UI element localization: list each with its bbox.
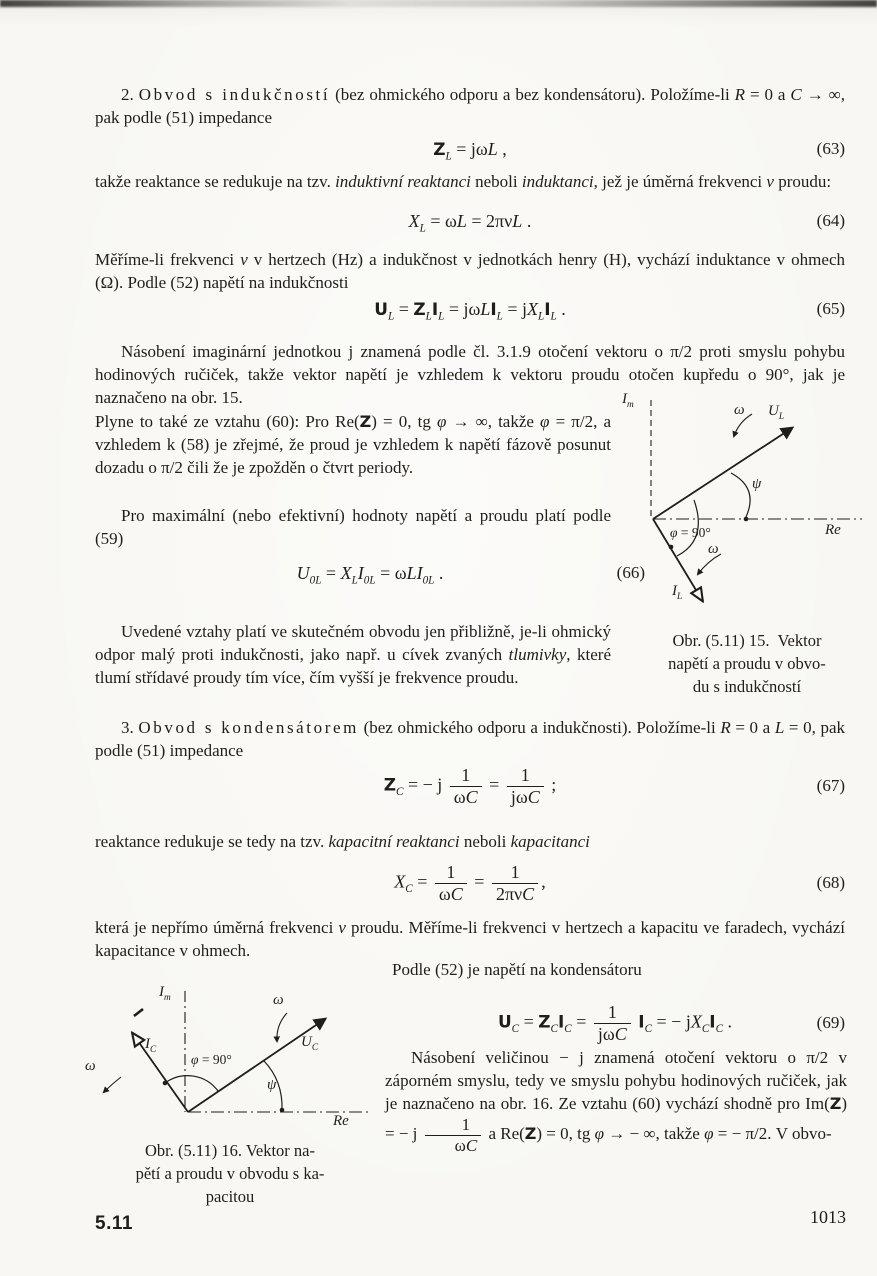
equation-68-number: (68) [816, 873, 845, 892]
paragraph-capacitive-reactance: reaktance redukuje se tedy na tzv. kapacitní reaktanci neboli kapacitanci [95, 832, 590, 851]
equation-69 [385, 992, 845, 1054]
equation-65-body: $U_L = Z_LI_L = j\omega LI_L = jX_LI_L$ . [374, 298, 566, 323]
caption-line: pacitou [205, 1187, 255, 1206]
phi-angle-label: φ = 90° [191, 1052, 232, 1067]
equation-67 [95, 755, 845, 817]
im-axis-label: $I_m$ [622, 391, 634, 410]
equation-65 [95, 294, 845, 324]
current-vector-ic [133, 1034, 188, 1112]
paragraph-units-henry: Měříme-li frekvenci ν v hertzech (Hz) a indukčnost v jednotkách henry (H), vychází induktance v ohmech (Ω). Podle (52) napětí na indukčnosti [95, 250, 845, 292]
omega-label-bottom: ω [708, 541, 719, 557]
equation-63-number: (63) [816, 139, 845, 158]
paragraph-imaginary-unit: Násobení imaginární jednotkou j znamená podle čl. 3.1.9 otočení vektoru o π/2 proti smyslu pohybu hodinových ručiček, takže vektor napětí je vzhledem k vektoru proudu otočen kupředu o 90°, jak je naznačeno na obr. 15. [95, 342, 845, 407]
paragraph-inductance-intro: 2. Obvod s indukčností (bez ohmického odporu a bez kondensátoru). Položíme-li R = 0 a C → ∞, pak podle (51) impedance [95, 85, 845, 127]
equation-67-number: (67) [816, 776, 845, 795]
paragraph-capacitor-intro: 3. Obvod s kondensátorem (bez ohmického odporu a indukčnosti). Položíme-li R = 0 a L = 0, pak podle (51) impedance [95, 718, 846, 760]
omega-rotation-arrow-left [104, 1077, 121, 1092]
figure-15-caption [620, 629, 874, 698]
marker-dot-il [669, 545, 674, 550]
equation-68-body: $X_C$ = $\frac{1}{\omega C}$ = $\frac{1}{\text{2πνC}}$ , [394, 861, 546, 904]
paragraph-real-circuit: Uvedené vztahy platí ve skutečném obvodu jen přibližně, je-li ohmický odpor malý proti indukčnosti, jako např. u cívek zvaných tlumivky, které tlumí střídavé proudy tím více, čím vyšší je frekvence proudu. [95, 622, 611, 687]
figure-16-caption [80, 1139, 380, 1208]
paragraph-units-farad: která je nepřímo úměrná frekvenci ν proudu. Měříme-li frekvenci v hertzech a kapacitu ve faradech, vychází kapacitance v ohmech. [95, 918, 845, 960]
psi-angle-label: ψ [752, 476, 762, 492]
caption-line: Obr. (5.11) 16. Vektor na- [144, 1141, 315, 1160]
equation-67-body: $Z_C$ = − j $\frac{1}{\omega C}$ = $\frac{1}{\text{jωC}}$ ; [383, 764, 557, 807]
figure-15-vector-diagram-inductance [620, 384, 872, 628]
caption-line: Obr. (5.11) 15. Vektor [672, 631, 822, 650]
omega-rotation-arrow-top [277, 1013, 287, 1041]
voltage-uc-label: $U_C$ [301, 1034, 319, 1053]
footer-section-number: 5.11 [95, 1213, 133, 1234]
current-ic-label: $I_C$ [145, 1036, 157, 1055]
omega-rotation-arrow-bottom [698, 554, 721, 574]
equation-69-number: (69) [816, 1013, 845, 1032]
current-il-label: $I_L$ [672, 583, 683, 602]
equation-63-body: $Z_L = j\omega L$ , [433, 138, 507, 163]
paragraph-inductive-reactance: takže reaktance se redukuje na tzv. induktivní reaktanci neboli induktanci, jež je úměrná frekvenci ν proudu: [95, 172, 832, 191]
paragraph-max-values: Pro maximální (nebo efektivní) hodnoty napětí a proudu platí podle (59) [95, 506, 611, 548]
voltage-ul-label: $U_L$ [768, 403, 785, 422]
omega-label-top: ω [734, 402, 745, 418]
figure-16-vector-diagram-capacitance [75, 985, 385, 1137]
equation-64-body: $X_L = \omega L = 2\pi\nu L$ . [408, 210, 532, 235]
phi-angle-arc [165, 1076, 218, 1091]
omega-label-top: ω [273, 992, 284, 1008]
equation-69-body: $U_C = Z_CI_C$ = $\frac{1}{\text{jωC}}$ $I_C$ = − $jX_CI_C$ . [497, 1001, 733, 1044]
voltage-vector-ul [653, 428, 792, 519]
re-axis-label: Re [333, 1113, 349, 1129]
caption-line: du s indukčností [692, 677, 802, 696]
paragraph-voltage-on-capacitor: Podle (52) je napětí na kondensátoru [392, 960, 642, 979]
re-axis-label: Re [825, 522, 841, 538]
im-axis-label: $I_m$ [159, 984, 171, 1003]
caption-line: pětí a proudu v obvodu s ka- [135, 1164, 325, 1183]
equation-66 [95, 558, 645, 588]
paragraph-phase-shift: Plyne to také ze vztahu (60): Pro Re(Z) = 0, tg φ → ∞, takže φ = π/2, a vzhledem k (58) je zřejmé, že proud je vzhledem k napětí fázově posunut dozadu o π/2 čili že je zpožděn o čtvrt periody. [95, 412, 611, 477]
equation-68 [95, 852, 845, 914]
marker-dot-re [744, 517, 749, 522]
equation-64-number: (64) [816, 211, 845, 230]
psi-angle-arc [731, 473, 750, 517]
omega-label-left: ω [85, 1058, 96, 1074]
marker-dot-ic [163, 1081, 168, 1086]
caption-line: napětí a proudu v obvo- [668, 654, 826, 673]
paragraph-negative-rotation: Násobení veličinou − j znamená otočení vektoru o π/2 v záporném smyslu, tedy ve smyslu pohybu hodinových ručiček, jak je naznačeno na obr. 16. Ze vztahu (60) vychází shodně pro Im(Z) = − j $\frac{1}{\omega C}$ a Re(Z) = 0, tg φ → − ∞, takže φ = − π/2. V obvo- [385, 1048, 847, 1155]
equation-65-number: (65) [816, 299, 845, 318]
equation-66-body: $U_{0L} = X_LI_{0L} = \omega LI_{0L}$ . [296, 562, 444, 587]
scan-artifact-top [0, 0, 877, 7]
equation-64 [95, 206, 845, 236]
equation-63 [95, 134, 845, 164]
footer-page-number: 1013 [810, 1207, 846, 1227]
marker-dot-re [280, 1108, 285, 1113]
equation-66-number: (66) [616, 563, 645, 582]
vector-diagram-inductance-drawing [620, 384, 872, 628]
psi-angle-label: ψ [267, 1077, 277, 1093]
scan-stray-mark [134, 1009, 143, 1016]
phi-angle-label: φ = 90° [670, 525, 711, 540]
